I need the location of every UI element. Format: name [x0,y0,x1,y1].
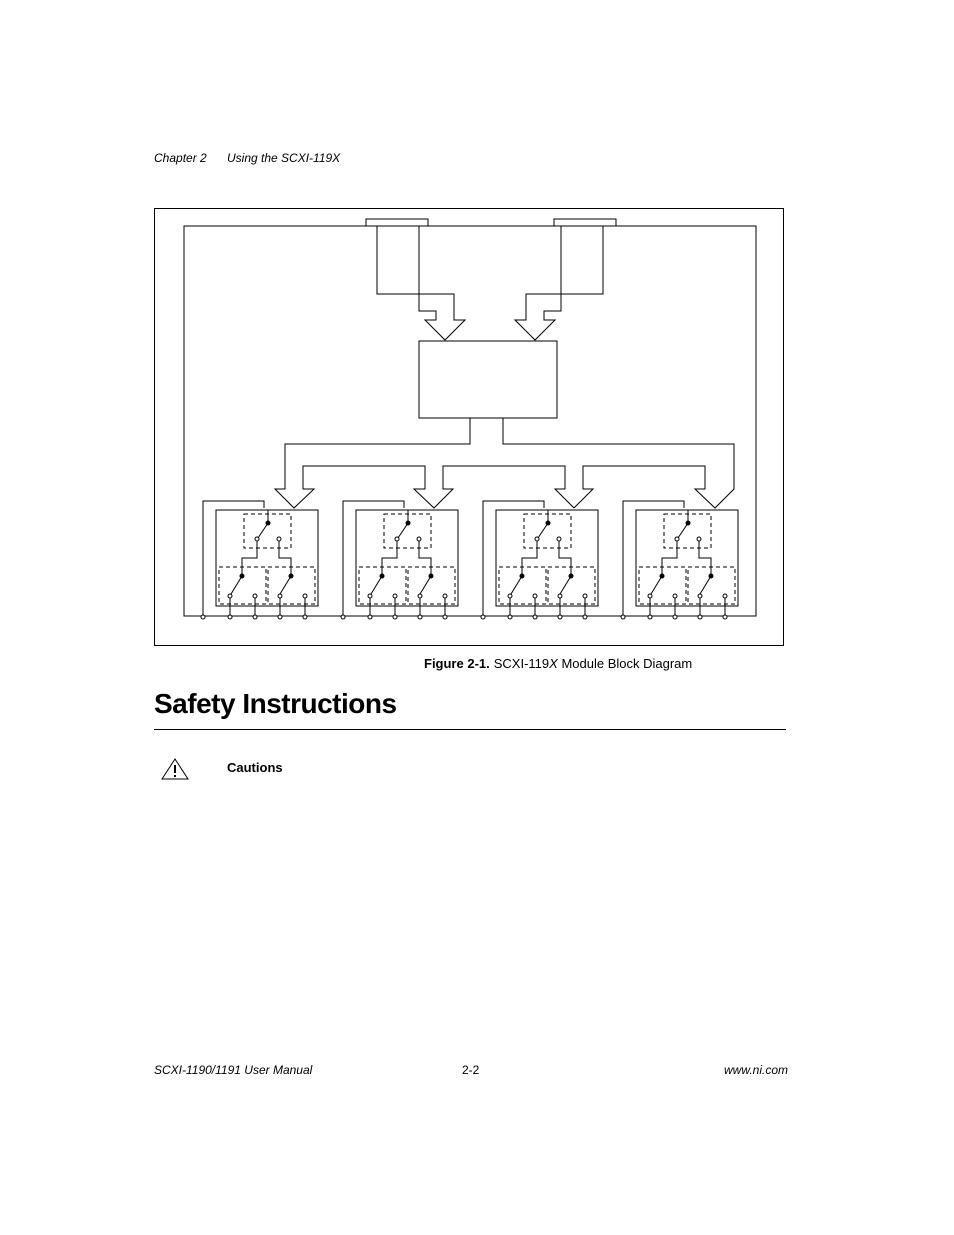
bank-4-terminal-1 [621,615,625,619]
bank-1-terminal-5 [303,615,307,619]
bus-left [275,418,574,508]
bank-1-link-right [279,541,291,575]
bank-3-top-contact-b [557,537,561,541]
bank-4-terminal-4 [698,615,702,619]
input-arrow-right [515,226,603,340]
bank-1-ll-contact-a [228,594,232,598]
figure-caption [424,656,692,671]
bank-4-terminal-3 [673,615,677,619]
bank-1-terminal-4 [278,615,282,619]
bank-4-lr-contact-b [723,594,727,598]
bank-4-ll-contact-a [648,594,652,598]
bank-3-terminal-1 [481,615,485,619]
bank-2-terminal-1 [341,615,345,619]
footer-url: www.ni.com [724,1063,789,1077]
figure-caption-suffix: Module Block Diagram [557,656,693,671]
bank-3-ll-blade [511,576,522,594]
bank-2-lr-contact-b [443,594,447,598]
bank-4-top-blade [678,523,688,538]
bank-1-lr-contact-b [303,594,307,598]
input-arrow-left [377,226,465,340]
bank-1-top-contact-a [255,537,259,541]
footer-page-number: 2-2 [462,1063,480,1077]
bank-1-lr-blade [280,576,291,594]
connector-right [554,219,616,226]
bank-3-terminal-4 [558,615,562,619]
bank-2-lr-blade [420,576,431,594]
heading-rule [154,729,786,730]
bank-1-top-blade [258,523,268,538]
bank-1-top-contact-b [277,537,281,541]
header-title: Using the SCXI-119X [227,151,341,165]
bank-3-ll-contact-b [533,594,537,598]
bank-3-terminal-5 [583,615,587,619]
bank-4-ll-blade [651,576,662,594]
bank-4-top-contact-b [697,537,701,541]
bank-2-top-contact-b [417,537,421,541]
warning-triangle-icon [160,757,190,781]
bank-2-ll-blade [371,576,382,594]
bank-3-top-blade [538,523,548,538]
footer-manual: SCXI-1190/1191 User Manual [154,1063,313,1077]
bank-1-lr-contact-a [278,594,282,598]
bank-3-top-contact-a [535,537,539,541]
figure-caption-italic: X [549,656,558,671]
bank-4-lr-contact-a [698,594,702,598]
block-diagram [154,208,785,648]
bank-4-lr-blade [700,576,711,594]
bank-1-terminal-1 [201,615,205,619]
bank-3-lr-blade [560,576,571,594]
bank-2-terminal-2 [368,615,372,619]
caution-label: Cautions [227,760,283,775]
bank-1-terminal-3 [253,615,257,619]
bank-4-link-right [699,541,711,575]
bank-4-terminal-2 [648,615,652,619]
bank-3-terminal-2 [508,615,512,619]
bank-2-terminal-5 [443,615,447,619]
header-chapter: Chapter 2 [154,151,207,165]
bank-3-link-right [559,541,571,575]
figure-label: Figure 2-1. [424,656,490,671]
bank-2-lr-contact-a [418,594,422,598]
bank-2-ll-contact-b [393,594,397,598]
bank-2-top-contact-a [395,537,399,541]
bank-3-lr-contact-b [583,594,587,598]
bank-3-terminal-3 [533,615,537,619]
figure-caption-prefix: SCXI-119 [493,656,550,671]
bank-1-ll-blade [231,576,242,594]
bank-4-terminal-5 [723,615,727,619]
bank-2-ll-contact-a [368,594,372,598]
bank-2-top-blade [398,523,408,538]
bank-2-link-right [419,541,431,575]
control-block [419,341,557,418]
bank-1-ll-contact-b [253,594,257,598]
bank-2-terminal-4 [418,615,422,619]
bus-right [503,418,734,508]
section-heading: Safety Instructions [154,688,397,719]
connector-left [366,219,428,226]
bank-4-ll-contact-b [673,594,677,598]
bank-1-terminal-2 [228,615,232,619]
bank-3-ll-contact-a [508,594,512,598]
bank-2-terminal-3 [393,615,397,619]
bank-3-lr-contact-a [558,594,562,598]
bank-4-top-contact-a [675,537,679,541]
